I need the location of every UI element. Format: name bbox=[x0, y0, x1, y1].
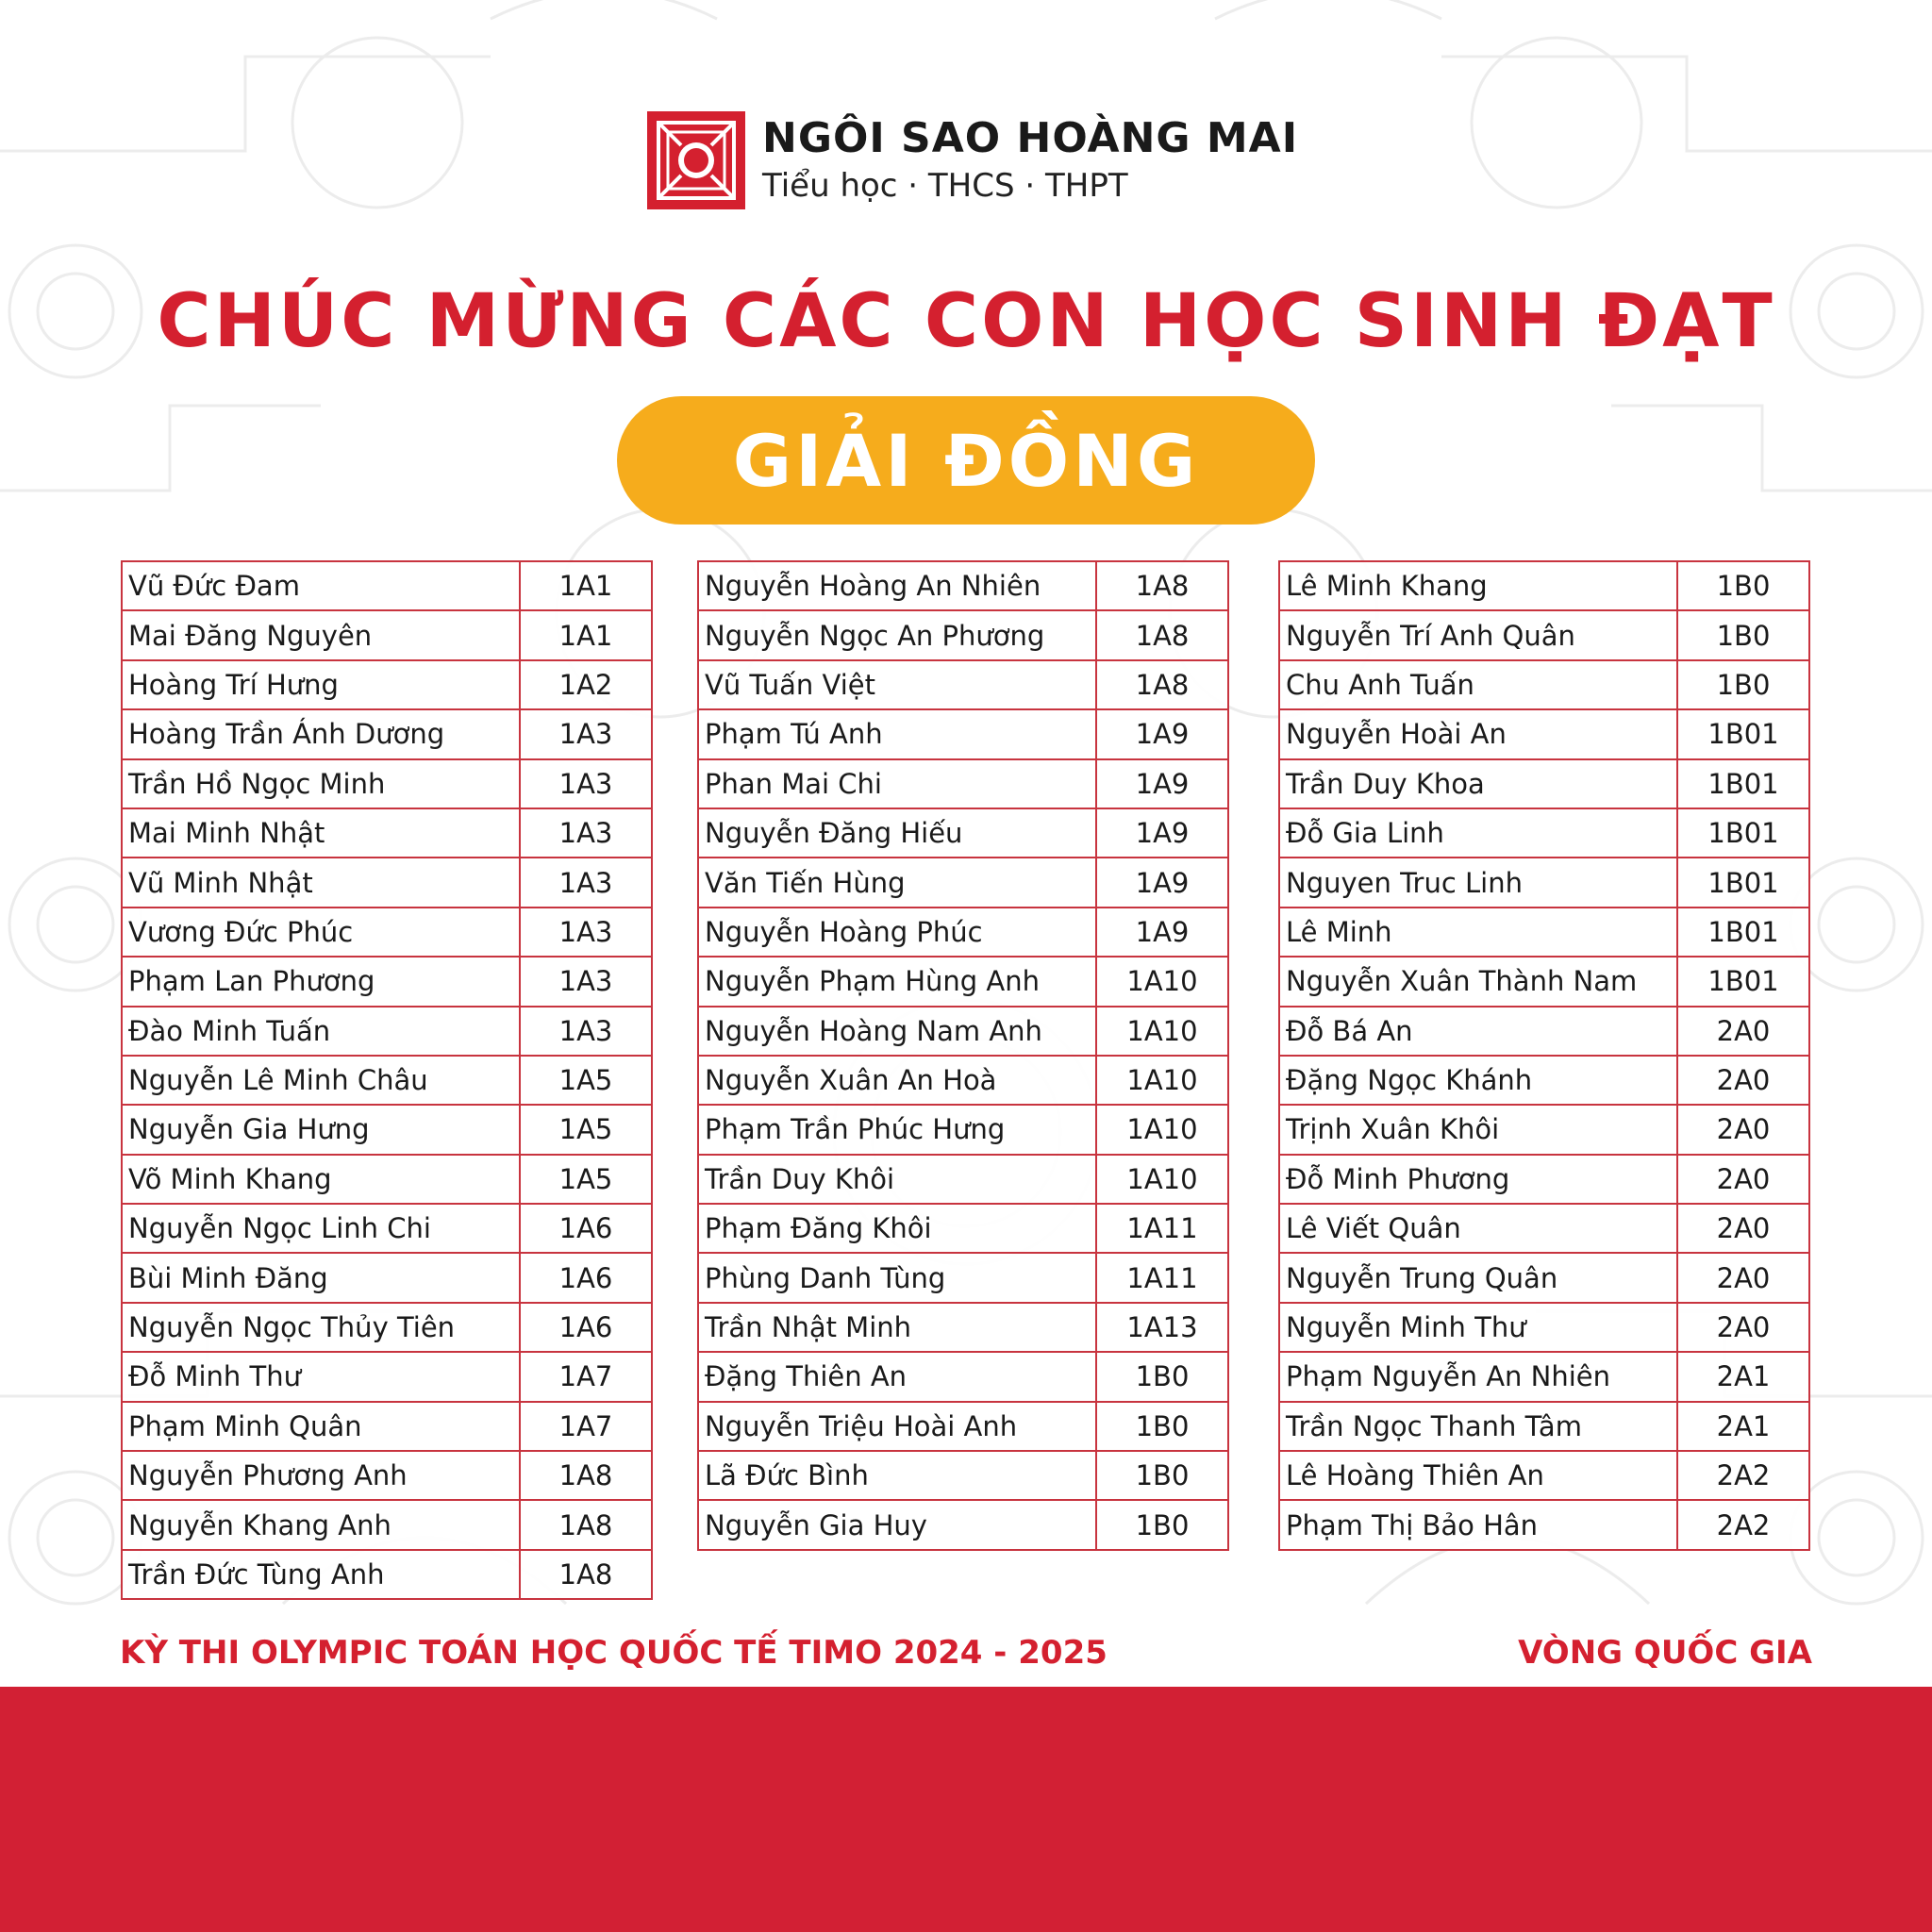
table-row bbox=[1279, 759, 1809, 808]
table-row bbox=[1279, 1451, 1809, 1500]
table-row bbox=[698, 1402, 1228, 1451]
student-name: Đỗ Minh Thư bbox=[122, 1352, 520, 1401]
table-row bbox=[698, 1155, 1228, 1204]
table-row bbox=[1279, 1155, 1809, 1204]
student-class: 1A9 bbox=[1096, 709, 1228, 758]
table-row bbox=[1279, 660, 1809, 709]
student-name: Trịnh Xuân Khôi bbox=[1279, 1105, 1677, 1154]
table-row bbox=[122, 610, 652, 659]
table-row bbox=[1279, 908, 1809, 957]
student-class: 2A1 bbox=[1677, 1352, 1809, 1401]
student-name: Phan Mai Chi bbox=[698, 759, 1096, 808]
student-class: 1A10 bbox=[1096, 1105, 1228, 1154]
student-class: 2A2 bbox=[1677, 1451, 1809, 1500]
student-class: 1B0 bbox=[1096, 1451, 1228, 1500]
student-class: 2A0 bbox=[1677, 1253, 1809, 1302]
student-name: Hoàng Trần Ánh Dương bbox=[122, 709, 520, 758]
student-class: 2A1 bbox=[1677, 1402, 1809, 1451]
student-name: Nguyễn Gia Hưng bbox=[122, 1105, 520, 1154]
student-name: Phạm Lan Phương bbox=[122, 957, 520, 1006]
student-class: 1B01 bbox=[1677, 858, 1809, 907]
table-row bbox=[698, 1105, 1228, 1154]
student-name: Nguyễn Khang Anh bbox=[122, 1500, 520, 1549]
student-name: Phạm Thị Bảo Hân bbox=[1279, 1500, 1677, 1549]
student-name: Đỗ Gia Linh bbox=[1279, 808, 1677, 858]
student-name: Nguyễn Đăng Hiếu bbox=[698, 808, 1096, 858]
award-badge: GIẢI ĐỒNG bbox=[617, 396, 1315, 525]
student-class: 1B01 bbox=[1677, 808, 1809, 858]
student-class: 1A13 bbox=[1096, 1303, 1228, 1352]
footer-bar bbox=[0, 1687, 1932, 1932]
student-class: 1A8 bbox=[1096, 610, 1228, 659]
student-class: 1A9 bbox=[1096, 808, 1228, 858]
table-row bbox=[1279, 1105, 1809, 1154]
student-name: Trần Ngọc Thanh Tâm bbox=[1279, 1402, 1677, 1451]
table-row bbox=[698, 858, 1228, 907]
table-row bbox=[1279, 1056, 1809, 1105]
table-row bbox=[698, 1204, 1228, 1253]
table-row bbox=[122, 1303, 652, 1352]
student-class: 1A3 bbox=[520, 808, 652, 858]
student-name: Phạm Minh Quân bbox=[122, 1402, 520, 1451]
student-class: 1A3 bbox=[520, 759, 652, 808]
student-name: Đặng Ngọc Khánh bbox=[1279, 1056, 1677, 1105]
student-name: Đỗ Minh Phương bbox=[1279, 1155, 1677, 1204]
student-class: 1B01 bbox=[1677, 709, 1809, 758]
student-name: Nguyễn Xuân An Hoà bbox=[698, 1056, 1096, 1105]
student-class: 1A3 bbox=[520, 858, 652, 907]
table-row bbox=[122, 1056, 652, 1105]
table-row bbox=[1279, 957, 1809, 1006]
table-row bbox=[122, 858, 652, 907]
table-row bbox=[122, 709, 652, 758]
table-row bbox=[698, 1056, 1228, 1105]
student-name: Vương Đức Phúc bbox=[122, 908, 520, 957]
table-row bbox=[1279, 709, 1809, 758]
student-class: 1A7 bbox=[520, 1352, 652, 1401]
student-name: Nguyễn Lê Minh Châu bbox=[122, 1056, 520, 1105]
student-name: Mai Đăng Nguyên bbox=[122, 610, 520, 659]
student-name: Nguyễn Ngọc An Phương bbox=[698, 610, 1096, 659]
student-name: Trần Đức Tùng Anh bbox=[122, 1550, 520, 1599]
student-class: 1B0 bbox=[1096, 1402, 1228, 1451]
table-row bbox=[698, 660, 1228, 709]
student-name: Nguyễn Hoàng An Nhiên bbox=[698, 561, 1096, 610]
student-class: 1B01 bbox=[1677, 908, 1809, 957]
student-class: 1A8 bbox=[1096, 561, 1228, 610]
student-name: Đỗ Bá An bbox=[1279, 1007, 1677, 1056]
congratulations-headline: CHÚC MỪNG CÁC CON HỌC SINH ĐẠT bbox=[157, 279, 1775, 364]
table-row bbox=[122, 759, 652, 808]
student-name: Nguyễn Ngọc Linh Chi bbox=[122, 1204, 520, 1253]
table-row bbox=[698, 709, 1228, 758]
table-row bbox=[698, 1451, 1228, 1500]
student-class: 1A8 bbox=[1096, 660, 1228, 709]
student-class: 1A6 bbox=[520, 1303, 652, 1352]
table-row bbox=[122, 1007, 652, 1056]
student-name: Phạm Nguyễn An Nhiên bbox=[1279, 1352, 1677, 1401]
table-row bbox=[122, 1451, 652, 1500]
student-name: Phạm Trần Phúc Hưng bbox=[698, 1105, 1096, 1154]
table-row bbox=[122, 1352, 652, 1401]
student-name: Nguyễn Gia Huy bbox=[698, 1500, 1096, 1549]
school-header bbox=[647, 109, 1298, 211]
student-name: Nguyễn Trí Anh Quân bbox=[1279, 610, 1677, 659]
student-name: Nguyễn Trung Quân bbox=[1279, 1253, 1677, 1302]
student-name: Trần Nhật Minh bbox=[698, 1303, 1096, 1352]
student-name: Trần Duy Khôi bbox=[698, 1155, 1096, 1204]
student-class: 1A6 bbox=[520, 1204, 652, 1253]
results-table-2 bbox=[697, 560, 1229, 1551]
table-row bbox=[122, 1253, 652, 1302]
table-row bbox=[698, 808, 1228, 858]
table-row bbox=[1279, 1402, 1809, 1451]
table-row bbox=[1279, 1352, 1809, 1401]
student-class: 1A3 bbox=[520, 957, 652, 1006]
round-label: VÒNG QUỐC GIA bbox=[1518, 1634, 1812, 1672]
student-class: 2A0 bbox=[1677, 1007, 1809, 1056]
table-row bbox=[1279, 808, 1809, 858]
student-class: 1A10 bbox=[1096, 957, 1228, 1006]
student-class: 1A5 bbox=[520, 1056, 652, 1105]
student-class: 1B0 bbox=[1096, 1500, 1228, 1549]
student-class: 1A1 bbox=[520, 561, 652, 610]
student-class: 1A6 bbox=[520, 1253, 652, 1302]
school-star-logo-icon bbox=[647, 111, 745, 209]
student-class: 1A10 bbox=[1096, 1007, 1228, 1056]
table-row bbox=[122, 808, 652, 858]
student-class: 1A10 bbox=[1096, 1155, 1228, 1204]
student-name: Võ Minh Khang bbox=[122, 1155, 520, 1204]
student-name: Chu Anh Tuấn bbox=[1279, 660, 1677, 709]
student-class: 1A10 bbox=[1096, 1056, 1228, 1105]
table-row bbox=[122, 957, 652, 1006]
student-class: 1B0 bbox=[1677, 660, 1809, 709]
results-table-3 bbox=[1278, 560, 1810, 1551]
table-row bbox=[122, 1500, 652, 1549]
student-class: 2A0 bbox=[1677, 1056, 1809, 1105]
table-row bbox=[698, 759, 1228, 808]
student-name: Nguyễn Phương Anh bbox=[122, 1451, 520, 1500]
student-class: 2A0 bbox=[1677, 1204, 1809, 1253]
student-name: Nguyễn Minh Thư bbox=[1279, 1303, 1677, 1352]
student-class: 1A8 bbox=[520, 1550, 652, 1599]
student-name: Phùng Danh Tùng bbox=[698, 1253, 1096, 1302]
student-class: 1A9 bbox=[1096, 759, 1228, 808]
student-name: Nguyễn Phạm Hùng Anh bbox=[698, 957, 1096, 1006]
student-name: Văn Tiến Hùng bbox=[698, 858, 1096, 907]
student-name: Nguyễn Triệu Hoài Anh bbox=[698, 1402, 1096, 1451]
student-class: 2A2 bbox=[1677, 1500, 1809, 1549]
student-name: Trần Hồ Ngọc Minh bbox=[122, 759, 520, 808]
table-row bbox=[122, 660, 652, 709]
student-name: Nguyễn Hoàng Nam Anh bbox=[698, 1007, 1096, 1056]
table-row bbox=[122, 1105, 652, 1154]
student-class: 1A8 bbox=[520, 1500, 652, 1549]
student-class: 1A11 bbox=[1096, 1204, 1228, 1253]
student-name: Vũ Minh Nhật bbox=[122, 858, 520, 907]
table-row bbox=[122, 1204, 652, 1253]
table-row bbox=[698, 1500, 1228, 1549]
table-row bbox=[698, 1303, 1228, 1352]
brand-name: NGÔI SAO HOÀNG MAI bbox=[762, 114, 1299, 162]
student-name: Vũ Tuấn Việt bbox=[698, 660, 1096, 709]
table-row bbox=[698, 957, 1228, 1006]
table-row bbox=[1279, 1007, 1809, 1056]
table-row bbox=[1279, 1253, 1809, 1302]
student-name: Mai Minh Nhật bbox=[122, 808, 520, 858]
student-name: Lê Hoàng Thiên An bbox=[1279, 1451, 1677, 1500]
student-class: 1B0 bbox=[1096, 1352, 1228, 1401]
table-row bbox=[1279, 610, 1809, 659]
brand-subtitle: Tiểu học · THCS · THPT bbox=[762, 167, 1128, 205]
student-name: Phạm Tú Anh bbox=[698, 709, 1096, 758]
contest-title: KỲ THI OLYMPIC TOÁN HỌC QUỐC TẾ TIMO 2024 - 2025 bbox=[120, 1634, 1108, 1672]
student-class: 1A9 bbox=[1096, 908, 1228, 957]
student-name: Nguyễn Hoàng Phúc bbox=[698, 908, 1096, 957]
student-name: Nguyễn Ngọc Thủy Tiên bbox=[122, 1303, 520, 1352]
student-class: 1B0 bbox=[1677, 610, 1809, 659]
table-row bbox=[698, 908, 1228, 957]
student-name: Đặng Thiên An bbox=[698, 1352, 1096, 1401]
student-name: Lê Minh Khang bbox=[1279, 561, 1677, 610]
table-row bbox=[1279, 858, 1809, 907]
student-name: Hoàng Trí Hưng bbox=[122, 660, 520, 709]
table-row bbox=[122, 908, 652, 957]
student-class: 1A5 bbox=[520, 1105, 652, 1154]
student-class: 1B01 bbox=[1677, 759, 1809, 808]
table-row bbox=[122, 1402, 652, 1451]
student-name: Trần Duy Khoa bbox=[1279, 759, 1677, 808]
table-row bbox=[1279, 561, 1809, 610]
table-row bbox=[122, 561, 652, 610]
student-class: 1A1 bbox=[520, 610, 652, 659]
student-class: 1A11 bbox=[1096, 1253, 1228, 1302]
table-row bbox=[698, 561, 1228, 610]
student-class: 1A7 bbox=[520, 1402, 652, 1451]
student-class: 1B0 bbox=[1677, 561, 1809, 610]
student-class: 1A2 bbox=[520, 660, 652, 709]
table-row bbox=[698, 1253, 1228, 1302]
student-class: 1A8 bbox=[520, 1451, 652, 1500]
table-row bbox=[122, 1550, 652, 1599]
student-name: Lê Viết Quân bbox=[1279, 1204, 1677, 1253]
table-row bbox=[698, 610, 1228, 659]
student-class: 1B01 bbox=[1677, 957, 1809, 1006]
table-row bbox=[122, 1155, 652, 1204]
student-name: Lê Minh bbox=[1279, 908, 1677, 957]
brand-block bbox=[762, 113, 1298, 208]
table-row bbox=[698, 1007, 1228, 1056]
student-name: Nguyễn Xuân Thành Nam bbox=[1279, 957, 1677, 1006]
student-class: 1A3 bbox=[520, 908, 652, 957]
student-name: Phạm Đăng Khôi bbox=[698, 1204, 1096, 1253]
student-name: Lã Đức Bình bbox=[698, 1451, 1096, 1500]
results-table-1 bbox=[121, 560, 653, 1600]
table-row bbox=[1279, 1500, 1809, 1549]
table-row bbox=[698, 1352, 1228, 1401]
table-row bbox=[1279, 1303, 1809, 1352]
student-name: Nguyễn Hoài An bbox=[1279, 709, 1677, 758]
table-row bbox=[1279, 1204, 1809, 1253]
student-class: 1A9 bbox=[1096, 858, 1228, 907]
student-class: 1A3 bbox=[520, 709, 652, 758]
student-name: Đào Minh Tuấn bbox=[122, 1007, 520, 1056]
student-class: 2A0 bbox=[1677, 1303, 1809, 1352]
student-class: 2A0 bbox=[1677, 1155, 1809, 1204]
student-name: Vũ Đức Đam bbox=[122, 561, 520, 610]
student-class: 1A5 bbox=[520, 1155, 652, 1204]
student-class: 2A0 bbox=[1677, 1105, 1809, 1154]
student-class: 1A3 bbox=[520, 1007, 652, 1056]
student-name: Nguyen Truc Linh bbox=[1279, 858, 1677, 907]
student-name: Bùi Minh Đăng bbox=[122, 1253, 520, 1302]
